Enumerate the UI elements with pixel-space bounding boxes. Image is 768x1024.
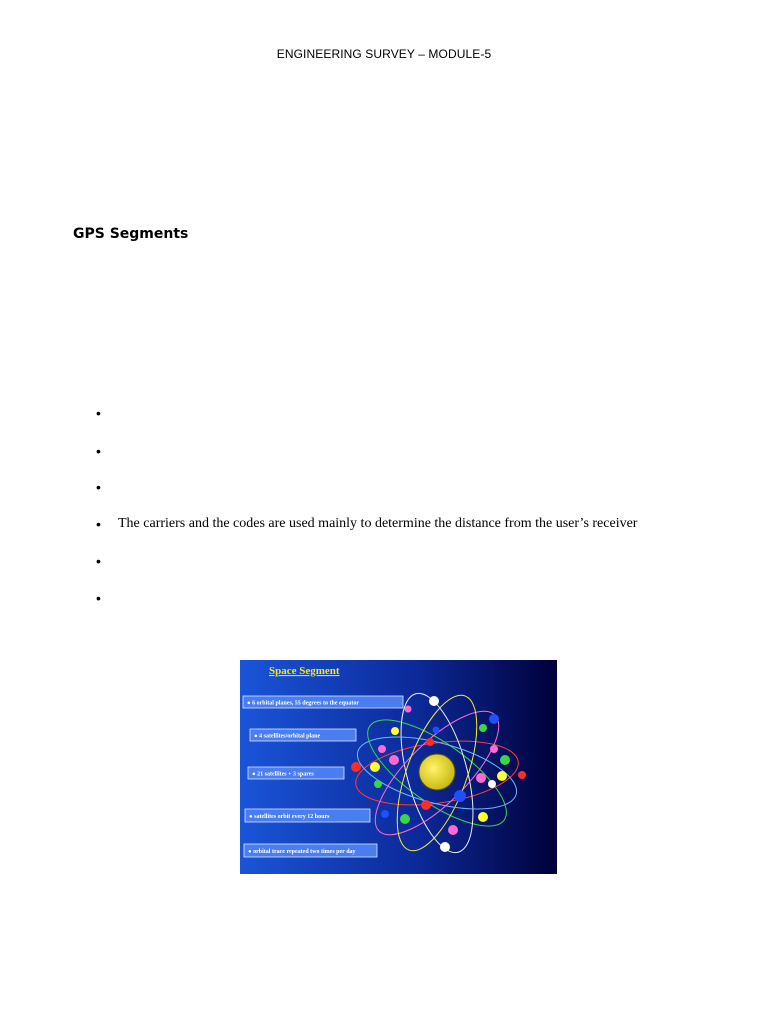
info-box	[243, 696, 403, 708]
satellite-icon	[500, 755, 510, 765]
satellite-icon	[429, 696, 439, 706]
satellite-icon	[479, 724, 487, 732]
bullet-icon: •	[96, 516, 101, 532]
satellite-icon	[440, 842, 450, 852]
figure-title: Space Segment	[269, 665, 340, 677]
bullet-text: The carriers and the codes are used mainly to determine the distance from the user’s receiver	[118, 516, 638, 531]
satellite-icon	[370, 762, 380, 772]
satellite-icon	[518, 771, 526, 779]
satellite-icon	[405, 706, 412, 713]
list-item	[96, 515, 716, 535]
info-box	[245, 809, 370, 822]
info-box	[250, 729, 356, 741]
info-box-text: ● orbital trace repeated two times per day	[248, 849, 356, 855]
satellite-icon	[489, 714, 499, 724]
satellite-icon	[426, 738, 434, 746]
section-heading: GPS Segments	[73, 226, 189, 242]
satellite-icon	[421, 800, 431, 810]
bullet-icon: •	[96, 405, 101, 421]
space-segment-figure	[240, 660, 557, 874]
bullet-icon: •	[96, 553, 101, 569]
info-box-text: ● 21 satellites + 3 spares	[252, 771, 314, 778]
satellite-icon	[476, 773, 486, 783]
satellite-icon	[488, 780, 496, 788]
bullet-icon: •	[96, 479, 101, 495]
satellite-icon	[454, 790, 466, 802]
bullet-icon: •	[96, 590, 101, 606]
earth-icon	[419, 754, 455, 790]
satellite-icon	[381, 810, 389, 818]
list-item	[96, 478, 716, 498]
list-item	[96, 442, 716, 462]
satellite-icon	[351, 762, 361, 772]
info-box-text: ● 4 satellites/orbital plane	[254, 733, 321, 740]
satellite-icon	[433, 727, 440, 734]
satellite-icon	[400, 814, 410, 824]
satellite-icon	[497, 771, 507, 781]
satellite-icon	[389, 755, 399, 765]
info-box-text: ● 6 orbital planes, 55 degrees to the equator	[247, 700, 360, 707]
list-item	[96, 404, 716, 424]
satellite-icon	[478, 812, 488, 822]
bullet-icon: •	[96, 443, 101, 459]
list-item	[96, 589, 716, 609]
list-item	[96, 552, 716, 572]
info-box-text: ● satellites orbit every 12 hours	[249, 814, 330, 820]
satellite-icon	[378, 745, 386, 753]
satellite-icon	[448, 825, 458, 835]
page-header: ENGINEERING SURVEY – MODULE-5	[276, 47, 492, 61]
satellite-icon	[391, 727, 399, 735]
info-box	[244, 844, 377, 857]
space-segment-image	[240, 660, 557, 874]
satellite-icon	[374, 780, 382, 788]
info-box	[248, 767, 344, 779]
satellite-icon	[490, 745, 498, 753]
